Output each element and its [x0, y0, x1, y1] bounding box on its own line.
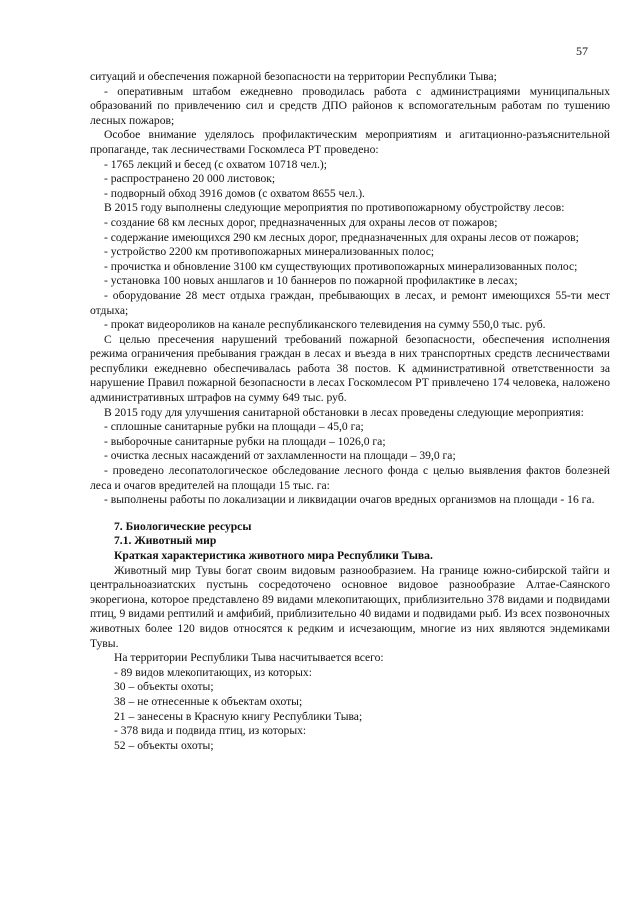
paragraph: - оперативным штабом ежедневно проводилась работа с администрациями муниципальных образований по привлечению сил и средств ДПО районов к вспомогательным работам по тушению лесных пожаров; [90, 84, 610, 127]
document-body [90, 70, 610, 753]
paragraph: В 2015 году выполнены следующие мероприятия по противопожарному обустройству лесов: [104, 201, 565, 215]
paragraph: - содержание имеющихся 290 км лесных дорог, предназначенных для охраны лесов от пожаров; [104, 230, 579, 244]
paragraph: С целью пресечения нарушений требований пожарной безопасности, обеспечения исполнения режима ограничения пребывания граждан в лесах и въезда в них транспортных средств лесничествами республики ежедневно обеспечивалась работа 38 постов. К административной ответственности за нарушение Правил пожарной безопасности в лесах Госкомлесом РТ привлечено 174 человека, наложено административных штрафов на сумму 649 тыс. руб. [90, 332, 610, 405]
section-heading: 7. Биологические ресурсы [114, 519, 252, 533]
paragraph: 52 – объекты охоты; [114, 738, 214, 752]
paragraph: - 1765 лекций и бесед (с охватом 10718 чел.); [104, 157, 328, 171]
paragraph: 38 – не отнесенные к объектам охоты; [114, 694, 303, 708]
paragraph: Животный мир Тувы богат своим видовым разнообразием. На границе южно-сибирской тайги и центральноазиатских пустынь сосредоточено основное видовое разнообразие Алтае-Саянского экорегиона, которое представлено 89 видами млекопитающих, приблизительно 378 видами и подвидами птиц, 9 видами рептилий и амфибий, приблизительно 40 видами и подвидами рыб. Из всех позвоночных животных более 120 видов относятся к редким и исчезающим, многие из них являются эндемиками Тувы. [90, 563, 610, 650]
paragraph: - выборочные санитарные рубки на площади – 1026,0 га; [104, 434, 386, 448]
section-heading: Краткая характеристика животного мира Республики Тыва. [114, 549, 433, 562]
section-heading: 7.1. Животный мир [114, 534, 217, 548]
paragraph: - очистка лесных насаждений от захламленности на площади – 39,0 га; [104, 449, 456, 463]
paragraph: - выполнены работы по локализации и ликвидации очагов вредных организмов на площади - 16 га. [104, 493, 595, 507]
paragraph: ситуаций и обеспечения пожарной безопасности на территории Республики Тыва; [90, 70, 497, 83]
paragraph: 21 – занесены в Красную книгу Республики Тыва; [114, 709, 363, 723]
paragraph: - установка 100 новых аншлагов и 10 баннеров по пожарной профилактике в лесах; [104, 274, 518, 288]
paragraph: Особое внимание уделялось профилактическим мероприятиям и агитационно-разъяснительной пропаганде, так лесничествами Госкомлеса РТ проведено: [90, 128, 610, 156]
paragraph: - сплошные санитарные рубки на площади – 45,0 га; [104, 420, 364, 434]
paragraph: В 2015 году для улучшения санитарной обстановки в лесах проведены следующие мероприятия: [104, 405, 584, 419]
paragraph: - подворный обход 3916 домов (с охватом 8655 чел.). [104, 186, 365, 200]
paragraph: - 378 вида и подвида птиц, из которых: [114, 724, 307, 738]
paragraph: - оборудование 28 мест отдыха граждан, пребывающих в лесах, и ремонт имеющихся 55-ти мест отдыха; [90, 288, 610, 317]
paragraph: - 89 видов млекопитающих, из которых: [114, 665, 312, 679]
paragraph: - устройство 2200 км противопожарных минерализованных полос; [104, 245, 435, 259]
paragraph: - распространено 20 000 листовок; [104, 172, 276, 186]
paragraph: - создание 68 км лесных дорог, предназначенных для охраны лесов от пожаров; [104, 215, 498, 229]
page-number: 57 [576, 44, 588, 58]
paragraph: 30 – объекты охоты; [114, 680, 214, 694]
paragraph: - проведено лесопатологическое обследование лесного фонда с целью выявления фактов болезней леса и очагов вредителей на площади 15 тыс. га: [90, 464, 610, 492]
paragraph: На территории Республики Тыва насчитывается всего: [114, 651, 384, 665]
paragraph: - прочистка и обновление 3100 км существующих противопожарных минерализованных полос; [104, 259, 578, 273]
paragraph: - прокат видеороликов на канале республиканского телевидения на сумму 550,0 тыс. руб. [104, 318, 546, 332]
